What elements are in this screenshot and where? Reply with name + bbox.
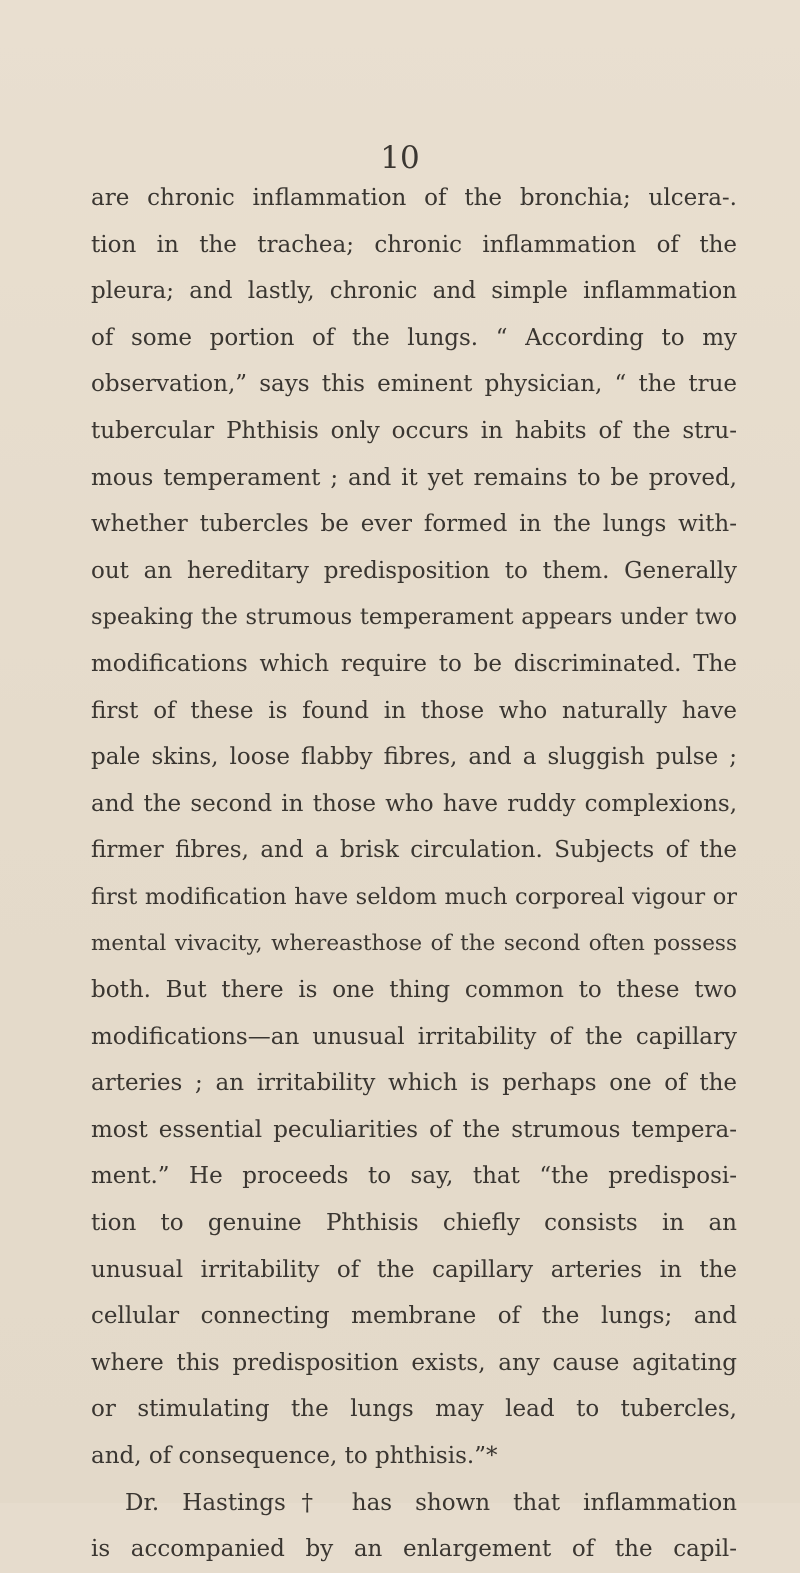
text-line: out an hereditary predisposition to them. Generally (91, 557, 737, 584)
text-line: observation,” says this eminent physician, “ the true (91, 371, 737, 398)
text-line: speaking the strumous temperament appears under two (91, 604, 737, 631)
text-line: is accompanied by an enlargement of the capil- (91, 1536, 737, 1563)
text-line: ment.” He proceeds to say, that “the predisposi- (91, 1163, 737, 1190)
text-line: first modification have seldom much corporeal vigour or (91, 883, 737, 910)
text-line: modifications which require to be discriminated. The (91, 650, 737, 677)
text-line: firmer fibres, and a brisk circulation. Subjects of the (91, 837, 737, 864)
text-line: both. But there is one thing common to these two (91, 977, 737, 1004)
text-line: are chronic inflammation of the bronchia; ulcera-. (91, 185, 737, 211)
text-line: cellular connecting membrane of the lungs; and (91, 1303, 737, 1330)
text-line: whether tubercles be ever formed in the lungs with- (91, 511, 737, 538)
text-line: Dr. Hastings† has shown that inflammation (125, 1489, 737, 1516)
text-line: tubercular Phthisis only occurs in habits of the stru- (91, 417, 737, 444)
text-line: or stimulating the lungs may lead to tubercles, (91, 1396, 737, 1423)
text-line: where this predisposition exists, any cause agitating (91, 1349, 737, 1376)
text-line: unusual irritability of the capillary arteries in the (91, 1256, 737, 1283)
text-line: tion to genuine Phthisis chiefly consists in an (91, 1210, 737, 1237)
text-line: tion in the trachea; chronic inflammation of the (91, 231, 737, 258)
text-line: and the second in those who have ruddy complexions, (91, 790, 737, 817)
text-line: and, of consequence, to phthisis.”* (91, 1443, 498, 1470)
text-line: pleura; and lastly, chronic and simple inflammation (91, 278, 737, 305)
text-line: pale skins, loose flabby fibres, and a sluggish pulse ; (91, 744, 737, 771)
text-line: modifications—an unusual irritability of the capillary (91, 1023, 737, 1050)
text-line: of some portion of the lungs. “ According to my (91, 324, 737, 351)
text-line: mous temperament ; and it yet remains to be proved, (91, 464, 737, 491)
text-line: mental vivacity, whereasthose of the second often possess (91, 930, 737, 956)
text-line: arteries ; an irritability which is perhaps one of the (91, 1070, 737, 1097)
body-text (91, 175, 737, 1573)
page-number: 10 (380, 140, 420, 176)
text-line: first of these is found in those who naturally have (91, 697, 737, 724)
text-line: most essential peculiarities of the strumous tempera- (91, 1116, 737, 1143)
